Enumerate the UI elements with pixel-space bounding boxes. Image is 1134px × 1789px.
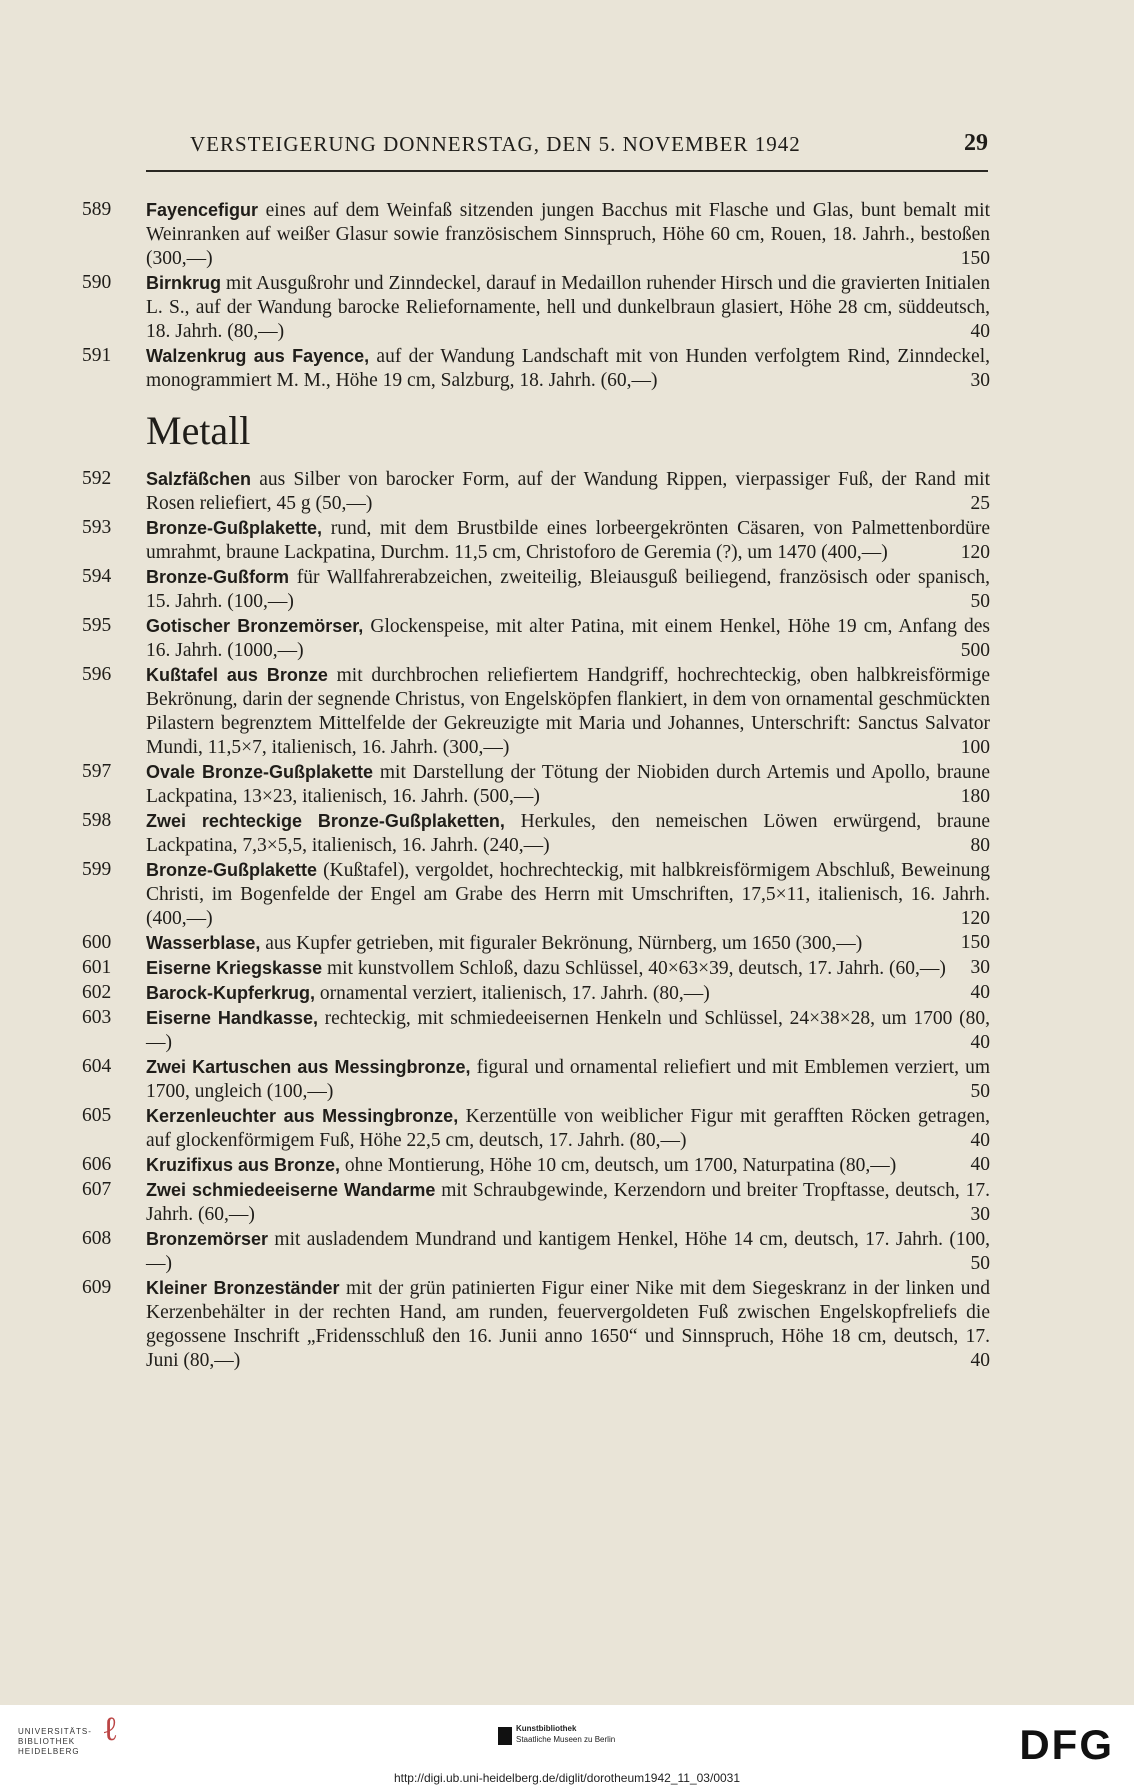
dfg-logo: DFG: [1019, 1721, 1114, 1768]
lot-title: Zwei rechteckige Bronze-Gußplaketten,: [146, 811, 505, 831]
lot-price: 40: [970, 1350, 990, 1371]
lot-number: 591: [82, 345, 112, 366]
lot-description: [146, 614, 990, 663]
lot-number: 596: [82, 664, 112, 685]
lot-description: [146, 858, 990, 931]
lot-number: 602: [82, 982, 112, 1003]
lot-text: mit Ausgußrohr und Zinndeckel, darauf in Medaillon ruhender Hirsch und die gravierten Initialen L. S., auf der Wandung barocke Reliefornamente, hell und dunkelbraun glasiert, Höhe 28 cm, süddeutsch, 18. Jahrh. (80,—): [146, 273, 990, 342]
lot-description: [146, 1178, 990, 1227]
kb-line2: Staatliche Museen zu Berlin: [516, 1735, 616, 1744]
lot-title: Bronze-Gußform: [146, 567, 289, 587]
lot-title: Salzfäßchen: [146, 469, 252, 489]
header-title: VERSTEIGERUNG DONNERSTAG, DEN 5. NOVEMBER 1942: [190, 132, 801, 156]
catalog-entry: [82, 981, 990, 1006]
lot-text: ohne Montierung, Höhe 10 cm, deutsch, um 1700, Naturpatina (80,—): [340, 1155, 897, 1176]
lot-price: 40: [970, 1032, 990, 1053]
lot-price: 40: [970, 1154, 990, 1175]
lot-text: Glockenspeise, mit alter Patina, mit einem Henkel, Höhe 19 cm, Anfang des 16. Jahrh. (1000,—): [146, 616, 990, 661]
lot-description: [146, 1227, 990, 1276]
lot-number: 604: [82, 1056, 112, 1077]
lot-price: 30: [970, 370, 990, 391]
lot-text: Kerzentülle von weiblicher Figur mit gerafften Röcken getragen, auf glockenförmigem Fuß, Höhe 22,5 cm, deutsch, 17. Jahrh. (80,—): [146, 1106, 990, 1151]
lot-text: mit der grün patinierten Figur einer Nike mit dem Siegeskranz in der linken und Kerzenbehälter in der rechten Hand, am runden, feuervergoldeten Fuß zwischen Engelskopfreliefs die gegossene Inschrift „Fridensschluß den 16. Junii anno 1650“ und Sinnspruch, Höhe 18 cm, deutsch, 17. Juni (80,—): [146, 1278, 990, 1371]
ub-line2: BIBLIOTHEK: [18, 1737, 76, 1746]
lot-number: 607: [82, 1179, 112, 1200]
ub-line3: HEIDELBERG: [18, 1747, 80, 1756]
lot-price: 40: [970, 982, 990, 1003]
lot-text: eines auf dem Weinfaß sitzenden jungen Bacchus mit Flasche und Glas, bunt bemalt mit Weinranken auf weißer Glasur sowie französischem Sinnspruch, Höhe 60 cm, Rouen, 18. Jahrh., bestoßen (300,—): [146, 200, 990, 269]
lot-title: Zwei schmiedeeiserne Wandarme: [146, 1180, 436, 1200]
lot-price: 120: [960, 908, 990, 929]
lot-number: 601: [82, 957, 112, 978]
lot-title: Fayencefigur: [146, 200, 259, 220]
lot-text: mit ausladendem Mundrand und kantigem Henkel, Höhe 14 cm, deutsch, 17. Jahrh. (100,—): [146, 1229, 990, 1274]
lot-title: Bronzemörser: [146, 1229, 269, 1249]
lot-price: 500: [960, 640, 990, 661]
lot-description: [146, 931, 990, 956]
lot-text: (Kußtafel), vergoldet, hochrechteckig, mit halbkreisförmigem Abschluß, Beweinung Christi, im Bogenfelde der Engel am Grabe des Herrn mit Umschriften, 17,5×11, italienisch, 16. Jahrh. (400,—): [146, 860, 990, 929]
catalog-entry: [82, 760, 990, 809]
lot-number: 608: [82, 1228, 112, 1249]
lot-number: 609: [82, 1277, 112, 1298]
lot-text: mit kunstvollem Schloß, dazu Schlüssel, 40×63×39, deutsch, 17. Jahrh. (60,—): [322, 958, 946, 979]
catalog-entry: [82, 614, 990, 663]
lot-number: 597: [82, 761, 112, 782]
catalog-entry: [82, 956, 990, 981]
lot-description: [146, 1104, 990, 1153]
lot-number: 600: [82, 932, 112, 953]
catalog-entry: [82, 1178, 990, 1227]
lot-number: 593: [82, 517, 112, 538]
permalink-url[interactable]: http://digi.ub.uni-heidelberg.de/diglit/dorotheum1942_11_03/0031: [393, 1771, 741, 1785]
lot-price: 30: [970, 1204, 990, 1225]
lot-title: Kleiner Bronzeständer: [146, 1278, 340, 1298]
lot-description: [146, 809, 990, 858]
lot-description: [146, 1276, 990, 1373]
lot-title: Ovale Bronze-Gußplakette: [146, 762, 374, 782]
kunstbibliothek-mark-icon: [498, 1727, 512, 1745]
catalog-entry: [82, 858, 990, 931]
catalog-entry: [82, 931, 990, 956]
catalog-entry: [82, 467, 990, 516]
section-heading: Metall: [146, 408, 251, 453]
lot-number: 605: [82, 1105, 112, 1126]
lot-number: 589: [82, 199, 112, 220]
lot-text: mit Schraubgewinde, Kerzendorn und breiter Tropftasse, deutsch, 17. Jahrh. (60,—): [146, 1180, 990, 1225]
lot-description: [146, 956, 990, 981]
lot-title: Barock-Kupferkrug,: [146, 983, 316, 1003]
lot-description: [146, 760, 990, 809]
catalog-entry: [82, 1227, 990, 1276]
lot-description: [146, 1006, 990, 1055]
lot-description: [146, 516, 990, 565]
ub-line1: UNIVERSITÄTS-: [18, 1727, 92, 1736]
lot-number: 603: [82, 1007, 112, 1028]
lot-text: rund, mit dem Brustbilde eines lorbeergekrönten Cäsaren, von Palmettenbordüre umrahmt, braune Lackpatina, Durchm. 11,5 cm, Christoforo de Geremia (?), um 1470 (400,—): [146, 518, 990, 563]
catalog-entry: [82, 271, 990, 344]
lot-price: 80: [970, 835, 990, 856]
lot-title: Walzenkrug aus Fayence,: [146, 346, 370, 366]
lot-title: Gotischer Bronzemörser,: [146, 616, 364, 636]
lot-price: 50: [970, 1253, 990, 1274]
lot-price: 100: [960, 737, 990, 758]
lot-text: aus Silber von barocker Form, auf der Wandung Rippen, vierpassiger Fuß, der Rand mit Rosen reliefiert, 45 g (50,—): [146, 469, 990, 514]
lot-text: ornamental verziert, italienisch, 17. Jahrh. (80,—): [315, 983, 710, 1004]
lot-description: [146, 1153, 990, 1178]
lot-number: 606: [82, 1154, 112, 1175]
lot-title: Birnkrug: [146, 273, 222, 293]
lot-description: [146, 198, 990, 271]
lot-price: 180: [960, 786, 990, 807]
ub-heidelberg-logo: [18, 1711, 120, 1757]
lot-description: [146, 663, 990, 760]
lot-text: Herkules, den nemeischen Löwen erwürgend, braune Lackpatina, 7,3×5,5, italienisch, 16. Jahrh. (240,—): [146, 811, 991, 856]
entries-list-ceramics: [82, 198, 990, 393]
lot-title: Kruzifixus aus Bronze,: [146, 1155, 341, 1175]
lot-description: [146, 344, 990, 393]
lot-price: 120: [960, 542, 990, 563]
entries-list-metal: [82, 467, 990, 1373]
lot-price: 40: [970, 1130, 990, 1151]
lot-price: 150: [960, 932, 990, 953]
catalog-entry: [82, 344, 990, 393]
lot-price: 50: [970, 1081, 990, 1102]
lot-title: Eiserne Handkasse,: [146, 1008, 318, 1028]
lot-number: 595: [82, 615, 112, 636]
lot-number: 590: [82, 272, 112, 293]
catalog-entry: [82, 1276, 990, 1373]
catalog-entry: [82, 1006, 990, 1055]
lot-description: [146, 981, 990, 1006]
catalog-entry: [82, 198, 990, 271]
page-number: 29: [964, 130, 988, 156]
digitization-footer: [0, 1705, 1134, 1789]
lot-title: Eiserne Kriegskasse: [146, 958, 323, 978]
lot-text: rechteckig, mit schmiedeeisernen Henkeln und Schlüssel, 24×38×28, um 1700 (80,—): [146, 1008, 990, 1053]
kb-line1: Kunstbibliothek: [516, 1724, 577, 1733]
lot-number: 598: [82, 810, 112, 831]
lot-number: 592: [82, 468, 112, 489]
lot-text: mit Darstellung der Tötung der Niobiden durch Artemis und Apollo, braune Lackpatina, 13×23, italienisch, 16. Jahrh. (500,—): [146, 762, 990, 807]
lot-description: [146, 467, 990, 516]
running-header: [146, 130, 988, 172]
lot-number: 594: [82, 566, 112, 587]
lot-price: 30: [970, 957, 990, 978]
lot-description: [146, 1055, 990, 1104]
catalog-entry: [82, 516, 990, 565]
catalog-entry: [82, 1104, 990, 1153]
lot-text: aus Kupfer getrieben, mit figuraler Bekrönung, Nürnberg, um 1650 (300,—): [260, 933, 863, 954]
lot-price: 40: [970, 321, 990, 342]
catalog-entry: [82, 565, 990, 614]
catalog-entry: [82, 663, 990, 760]
lot-text: figural und ornamental reliefiert und mit Emblemen verziert, um 1700, ungleich (100,—): [146, 1057, 990, 1102]
lot-price: 25: [970, 493, 990, 514]
kunstbibliothek-logo: [516, 1723, 615, 1745]
lot-description: [146, 271, 990, 344]
lot-title: Bronze-Gußplakette,: [146, 518, 323, 538]
lot-title: Bronze-Gußplakette: [146, 860, 318, 880]
catalog-entry: [82, 1153, 990, 1178]
lot-text: auf der Wandung Landschaft mit von Hunden verfolgtem Rind, Zinndeckel, monogrammiert M. M., Höhe 19 cm, Salzburg, 18. Jahrh. (60,—): [146, 346, 990, 391]
lot-text: mit durchbrochen reliefiertem Handgriff, hochrechteckig, oben halbkreisförmige Bekrönung, darin der segnende Christus, von Engelsköpfen flankiert, in dem von ornamental geschmückten Pilastern begrenztem Mittelfelde der Gekreuzigte mit Maria und Johannes, Unterschrift: Sanctus Salvator Mundi, 11,5×7, italienisch, 16. Jahrh. (300,—): [146, 665, 990, 758]
lot-text: für Wallfahrerabzeichen, zweiteilig, Bleiausguß beiliegend, französisch oder spanisch, 15. Jahrh. (100,—): [146, 567, 990, 612]
lot-price: 50: [970, 591, 990, 612]
lot-title: Kerzenleuchter aus Messingbronze,: [146, 1106, 459, 1126]
lot-title: Wasserblase,: [146, 933, 261, 953]
lot-number: 599: [82, 859, 112, 880]
lot-description: [146, 565, 990, 614]
lot-title: Zwei Kartuschen aus Messingbronze,: [146, 1057, 471, 1077]
catalog-entry: [82, 1055, 990, 1104]
ub-mark-icon: ℓ: [102, 1711, 120, 1748]
catalog-entry: [82, 809, 990, 858]
lot-price: 150: [960, 248, 990, 269]
lot-title: Kußtafel aus Bronze: [146, 665, 328, 685]
catalog-content: [82, 198, 990, 1373]
